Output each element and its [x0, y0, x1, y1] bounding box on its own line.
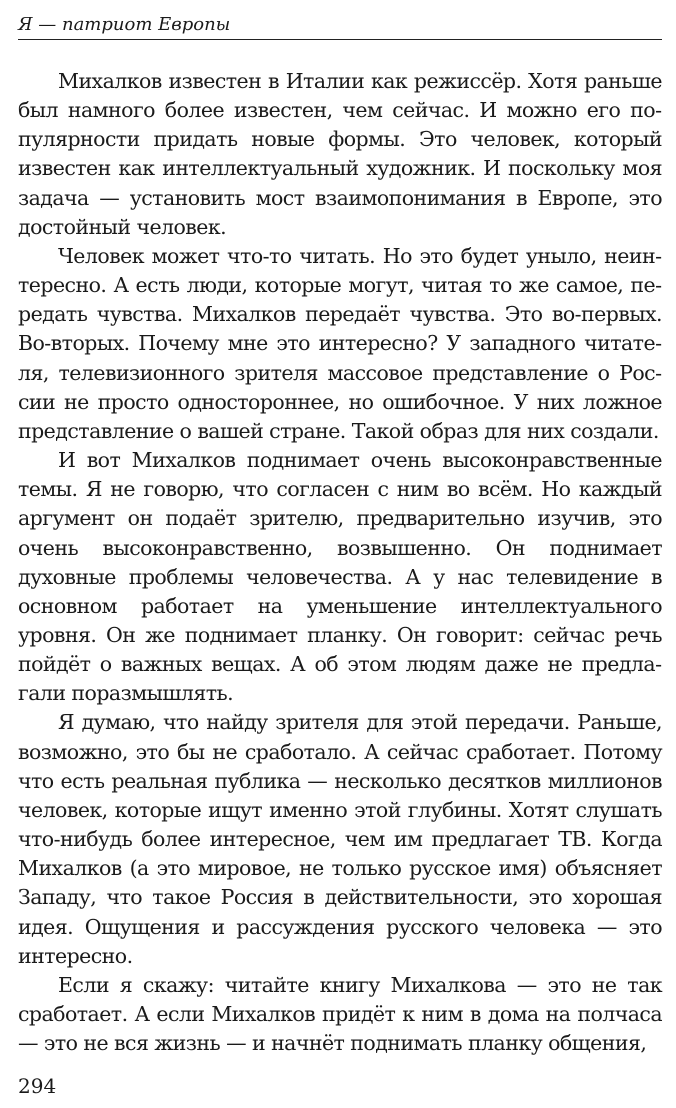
- running-header: [18, 8, 662, 40]
- paragraph: Если я скажу: читайте книгу Михалкова — это не так сработает. А если Михалков придёт к ним в дома на полчаса — это не вся жизнь — и начнёт поднимать планку общения,: [18, 972, 662, 1056]
- running-header-title: Я — патриот Европы: [18, 14, 231, 35]
- paragraph: Я думаю, что найду зрителя для этой передачи. Раньше, возможно, это бы не сработало. А сейчас сработает. Потому что есть реальная публика — несколько десятков миллионов человек, которые ищут именно этой глубины. Хотят слушать что-нибудь более интересное, чем им предлагает ТВ. Когда Михалков (а это мировое, не только русское имя) объясняет Западу, что такое Россия в действительности, это хорошая идея. Ощущения и рассуждения русского человека — это интересно.: [18, 710, 662, 968]
- page-body-text: [18, 67, 662, 1058]
- paragraph: И вот Михалков поднимает очень высоконравственные темы. Я не говорю, что согласен с ним во всём. Но каждый аргумент он подаёт зрителю, предварительно изучив, это очень высоконравственно, возвышенно. Он поднимает духовные проблемы человечества. А у нас телевидение в основном работает на уменьшение интеллектуального уровня. Он же поднимает планку. Он говорит: сейчас речь пойдёт о важных вещах. А об этом людям даже не предлагали поразмышлять.: [18, 448, 662, 706]
- paragraph: Человек может что-то читать. Но это будет уныло, неинтересно. А есть люди, которые могут, читая то же самое, передать чувства. Михалков передаёт чувства. Это во-первых. Во-вторых. Почему мне это интересно? У западного читателя, телевизионного зрителя массовое представление о России не просто одностороннее, но ошибочное. У них ложное представление о вашей стране. Такой образ для них создали.: [18, 243, 662, 443]
- paragraph: Михалков известен в Италии как режиссёр. Хотя раньше был намного более известен, чем сейчас. И можно его популярности придать новые формы. Это человек, который известен как интеллектуальный художник. И поскольку моя задача — установить мост взаимопонимания в Европе, это достойный человек.: [18, 69, 662, 239]
- page-number: 294: [18, 1074, 57, 1098]
